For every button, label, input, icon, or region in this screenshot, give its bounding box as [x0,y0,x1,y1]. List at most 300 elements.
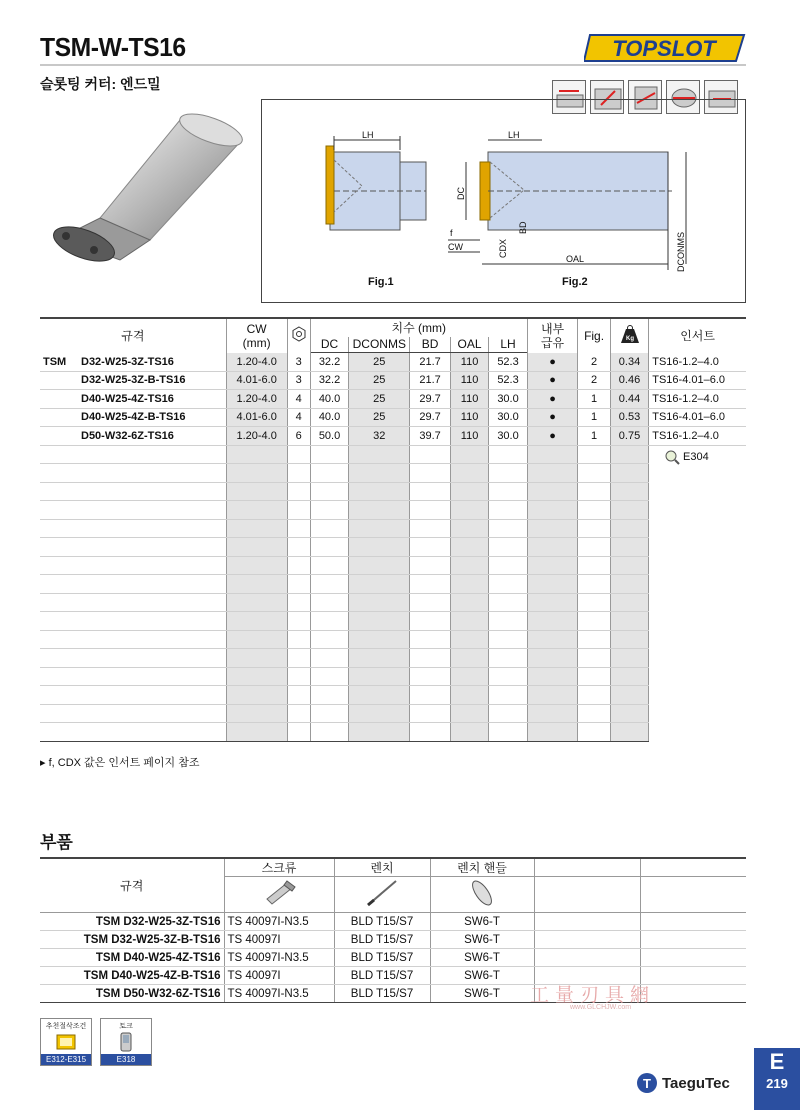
torque-icon [111,1031,141,1053]
coolant-cell: ● [527,427,578,446]
coolant-cell: ● [527,408,578,427]
designation-code: D40-W25-4Z-TS16 [81,392,174,405]
weight-icon [610,318,648,353]
dc-cell: 32.2 [310,353,348,372]
empty-cell [450,630,488,649]
dconms-cell: 25 [349,371,410,390]
empty-cell [489,630,527,649]
dc-cell: 50.0 [310,427,348,446]
empty-cell [40,501,226,520]
empty-cell [578,464,610,483]
empty-cell [578,612,610,631]
empty-cell [649,686,746,705]
col-dimensions: 치수 (mm) [310,318,527,337]
empty-cell [310,445,348,464]
designation-prefix: TSM [43,355,67,368]
empty-cell [527,482,578,501]
fig-cell: 2 [578,353,610,372]
empty-cell [40,704,226,723]
empty-cell [40,575,226,594]
designation-code: D32-W25-3Z-TS16 [81,355,174,368]
col-dc: DC [310,337,348,353]
parts-designation-cell: TSM D32-W25-3Z-B-TS16 [40,931,224,949]
empty-cell [649,593,746,612]
empty-cell [649,538,746,557]
oal-cell: 110 [450,371,488,390]
empty-cell [410,482,450,501]
col-lh: LH [489,337,527,353]
empty-cell [527,667,578,686]
empty-cell [527,464,578,483]
parts-screw-cell: TS 40097I-N3.5 [224,949,334,967]
table-row [40,686,746,705]
empty-cell [349,686,410,705]
brand-logo [636,1072,730,1094]
empty-cell [489,723,527,742]
empty-cell [287,593,310,612]
z-cell: 3 [287,371,310,390]
empty-cell [489,612,527,631]
empty-cell [410,686,450,705]
parts-row [40,931,746,949]
empty-cell [610,575,648,594]
col-fig: Fig. [578,318,610,353]
col-dconms: DCONMS [349,337,410,353]
table-row [40,612,746,631]
empty-cell [527,649,578,668]
empty-cell [410,519,450,538]
table-row [40,427,746,446]
empty-cell [610,519,648,538]
empty-cell [450,686,488,705]
empty-cell [489,686,527,705]
cw-cell: 4.01-6.0 [226,371,287,390]
empty-cell [226,593,287,612]
z-cell: 4 [287,408,310,427]
badge1-title: 추천절삭조건 [45,1023,87,1030]
empty-cell [527,630,578,649]
col-cw-label: CW [246,321,267,336]
lh-cell: 52.3 [489,371,527,390]
designation-cell [40,371,226,390]
parts-handle-cell: SW6-T [430,931,534,949]
fig-cell: 1 [578,390,610,409]
empty-cell [40,649,226,668]
empty-cell [489,445,527,464]
parts-col-empty-2 [640,858,746,877]
watermark: 工量刃具網 [530,985,656,1006]
parts-designation-cell: TSM D50-W32-6Z-TS16 [40,985,224,1003]
parts-row [40,949,746,967]
bd-cell: 21.7 [410,371,450,390]
svg-text:Kg: Kg [625,336,634,343]
lh-cell: 52.3 [489,353,527,372]
empty-cell [527,612,578,631]
col-bd: BD [410,337,450,353]
coolant-cell: ● [527,371,578,390]
empty-cell [649,556,746,575]
empty-cell [349,556,410,575]
parts-empty-cell [640,913,746,931]
empty-cell [410,593,450,612]
col-insert: 인서트 [649,318,746,353]
badge1-ref: E312-E315 [41,1054,91,1065]
designation-code: D40-W25-4Z-B-TS16 [81,411,186,424]
insert-ref-label: E304 [683,451,709,463]
table-row [40,371,746,390]
magnifier-icon [664,449,680,465]
dim-dc: DC [456,187,466,200]
dconms-cell: 32 [349,427,410,446]
empty-cell [578,519,610,538]
empty-cell [287,556,310,575]
empty-cell [527,501,578,520]
empty-cell [450,556,488,575]
empty-cell [489,501,527,520]
insert-cell: TS16-4.01–6.0 [649,371,746,390]
empty-cell [226,649,287,668]
empty-cell [349,519,410,538]
empty-cell [287,667,310,686]
empty-cell [40,556,226,575]
empty-cell [610,704,648,723]
empty-cell [410,445,450,464]
empty-cell [40,538,226,557]
empty-cell [450,723,488,742]
lh-cell: 30.0 [489,408,527,427]
fig1-label: Fig.1 [368,276,394,288]
parts-screw-cell: TS 40097I [224,967,334,985]
parts-empty-cell-2 [640,877,746,913]
table-row [40,649,746,668]
empty-cell [489,482,527,501]
empty-cell [578,630,610,649]
empty-cell [450,445,488,464]
empty-cell [527,686,578,705]
empty-cell [349,704,410,723]
table-row [40,353,746,372]
parts-screw-cell: TS 40097I-N3.5 [224,913,334,931]
table-row [40,408,746,427]
empty-cell [578,593,610,612]
empty-cell [610,649,648,668]
cutting-conditions-badge[interactable] [40,1018,92,1066]
empty-cell [578,649,610,668]
empty-cell [649,575,746,594]
table-row [40,556,746,575]
empty-cell [610,667,648,686]
empty-cell [310,686,348,705]
empty-cell [649,649,746,668]
designation-code: D32-W25-3Z-B-TS16 [81,374,186,387]
empty-cell [310,593,348,612]
empty-cell [489,464,527,483]
empty-cell [489,538,527,557]
empty-cell [310,482,348,501]
empty-cell [410,723,450,742]
empty-cell [349,575,410,594]
table-row [40,538,746,557]
empty-cell [310,612,348,631]
empty-cell [450,667,488,686]
empty-cell [310,704,348,723]
empty-cell [310,464,348,483]
parts-title: 부품 [40,833,73,852]
table-row [40,501,746,520]
parts-col-handle: 렌치 핸들 [430,858,534,877]
kg-cell: 0.53 [610,408,648,427]
brand-name: TaeguTec [662,1074,730,1092]
parts-empty-cell [534,949,640,967]
empty-cell [310,649,348,668]
empty-cell [450,612,488,631]
empty-cell [40,612,226,631]
empty-cell [226,723,287,742]
empty-cell [310,667,348,686]
empty-cell [287,649,310,668]
empty-cell [40,519,226,538]
dimension-diagram [261,99,746,303]
empty-cell [489,704,527,723]
parts-col-designation: 규격 [40,858,224,913]
empty-cell [527,556,578,575]
svg-text:T: T [643,1076,651,1091]
empty-cell [649,723,746,742]
empty-cell [410,612,450,631]
taegutec-logo-icon [636,1072,658,1094]
table-row [40,575,746,594]
empty-cell [649,501,746,520]
empty-cell [287,630,310,649]
section-tab[interactable] [754,1048,800,1110]
empty-cell [410,575,450,594]
empty-cell [287,704,310,723]
empty-cell [349,538,410,557]
empty-cell [287,519,310,538]
col-cw [226,318,287,353]
parts-wrench-cell: BLD T15/S7 [334,913,430,931]
parts-handle-cell: SW6-T [430,967,534,985]
parts-screw-cell: TS 40097I [224,931,334,949]
col-cw-unit: (mm) [242,335,271,350]
z-cell: 3 [287,353,310,372]
watermark-url: www.GLCHJW.com [570,1004,632,1011]
lh-cell: 30.0 [489,427,527,446]
bd-cell: 29.7 [410,408,450,427]
parts-empty-cell [534,913,640,931]
empty-cell [349,445,410,464]
empty-cell [527,519,578,538]
empty-cell [349,593,410,612]
parts-handle-cell: SW6-T [430,913,534,931]
kg-cell: 0.44 [610,390,648,409]
empty-cell [489,519,527,538]
empty-cell [40,482,226,501]
empty-cell [450,519,488,538]
empty-cell [40,593,226,612]
dim-bd: BD [518,221,528,234]
parts-wrench-cell: BLD T15/S7 [334,967,430,985]
empty-cell [578,445,610,464]
empty-cell [226,538,287,557]
empty-cell [578,556,610,575]
empty-cell [349,612,410,631]
wrench-icon [334,877,430,913]
empty-cell [578,575,610,594]
empty-cell [310,575,348,594]
empty-cell [40,686,226,705]
empty-cell [450,704,488,723]
empty-cell [40,445,226,464]
oal-cell: 110 [450,390,488,409]
empty-cell [450,649,488,668]
empty-cell [450,501,488,520]
empty-cell [410,667,450,686]
table-row [40,482,746,501]
parts-col-screw: 스크류 [224,858,334,877]
col-oal: OAL [450,337,488,353]
empty-cell [349,630,410,649]
fig-cell: 1 [578,408,610,427]
empty-cell [649,612,746,631]
empty-cell [649,464,746,483]
z-cell: 6 [287,427,310,446]
designation-cell [40,390,226,409]
empty-cell [410,630,450,649]
empty-cell [287,612,310,631]
empty-cell [40,630,226,649]
empty-cell [578,482,610,501]
empty-cell [349,482,410,501]
empty-cell [489,667,527,686]
empty-cell [610,556,648,575]
empty-cell [310,723,348,742]
parts-col-empty-1 [534,858,640,877]
empty-cell [610,501,648,520]
empty-cell [649,519,746,538]
empty-cell [226,575,287,594]
coolant-cell: ● [527,390,578,409]
parts-row [40,913,746,931]
table-note-text: f, CDX 값은 인서트 페이지 참조 [48,757,200,769]
empty-cell [489,649,527,668]
parts-empty-cell [640,985,746,1003]
empty-cell [226,667,287,686]
dim-lh-fig1: LH [362,130,374,140]
empty-cell [287,538,310,557]
insert-page-ref[interactable] [664,449,709,465]
badge2-ref: E318 [101,1054,151,1065]
badge2-title: 토크 [119,1023,133,1030]
parts-wrench-cell: BLD T15/S7 [334,985,430,1003]
cw-cell: 1.20-4.0 [226,427,287,446]
page-subtitle: 슬롯팅 커터: 엔드밀 [40,76,161,92]
empty-cell [450,575,488,594]
parts-handle-cell: SW6-T [430,949,534,967]
dconms-cell: 25 [349,408,410,427]
parts-col-wrench: 렌치 [334,858,430,877]
torque-badge[interactable] [100,1018,152,1066]
empty-cell [226,704,287,723]
empty-cell [578,704,610,723]
kg-cell: 0.75 [610,427,648,446]
empty-cell [578,538,610,557]
empty-cell [310,630,348,649]
teeth-icon [287,318,310,353]
table-row [40,667,746,686]
designation-cell [40,353,226,372]
empty-cell [410,538,450,557]
dim-dconms: DCONMS [676,232,686,272]
table-row [40,630,746,649]
empty-cell [287,723,310,742]
parts-designation-cell: TSM D40-W25-4Z-B-TS16 [40,967,224,985]
empty-cell [287,501,310,520]
empty-cell [349,464,410,483]
empty-cell [349,649,410,668]
empty-cell [226,630,287,649]
z-cell: 4 [287,390,310,409]
coolant-cell: ● [527,353,578,372]
empty-cell [226,464,287,483]
topslot-logo [584,31,748,65]
empty-cell [450,482,488,501]
col-coolant: 내부 급유 [527,318,578,353]
tool-product-image [40,110,250,270]
parts-handle-cell: SW6-T [430,985,534,1003]
cw-cell: 1.20-4.0 [226,353,287,372]
empty-cell [226,482,287,501]
designation-code: D50-W32-6Z-TS16 [81,429,174,442]
page-number: 219 [766,1076,788,1091]
empty-cell [610,723,648,742]
empty-cell [226,556,287,575]
specification-table [40,317,746,742]
oal-cell: 110 [450,408,488,427]
lh-cell: 30.0 [489,390,527,409]
parts-wrench-cell: BLD T15/S7 [334,931,430,949]
empty-cell [410,501,450,520]
insert-cell: TS16-1.2–4.0 [649,427,746,446]
empty-cell [527,445,578,464]
oal-cell: 110 [450,427,488,446]
empty-cell [40,723,226,742]
empty-cell [349,501,410,520]
empty-cell [287,686,310,705]
wrench-handle-icon [430,877,534,913]
empty-cell [578,723,610,742]
empty-cell [410,649,450,668]
insert-cell: TS16-1.2–4.0 [649,353,746,372]
dconms-cell: 25 [349,353,410,372]
empty-cell [489,593,527,612]
parts-empty-cell [640,931,746,949]
empty-cell [527,538,578,557]
dim-oal: OAL [566,254,585,264]
empty-cell [610,630,648,649]
parts-designation-cell: TSM D32-W25-3Z-TS16 [40,913,224,931]
screw-icon [224,877,334,913]
empty-cell [40,667,226,686]
empty-cell [40,464,226,483]
table-row [40,519,746,538]
parts-empty-cell [640,949,746,967]
empty-cell [578,667,610,686]
empty-cell [287,464,310,483]
bd-cell: 29.7 [410,390,450,409]
fig-cell: 1 [578,427,610,446]
fig2-label: Fig.2 [562,276,588,288]
